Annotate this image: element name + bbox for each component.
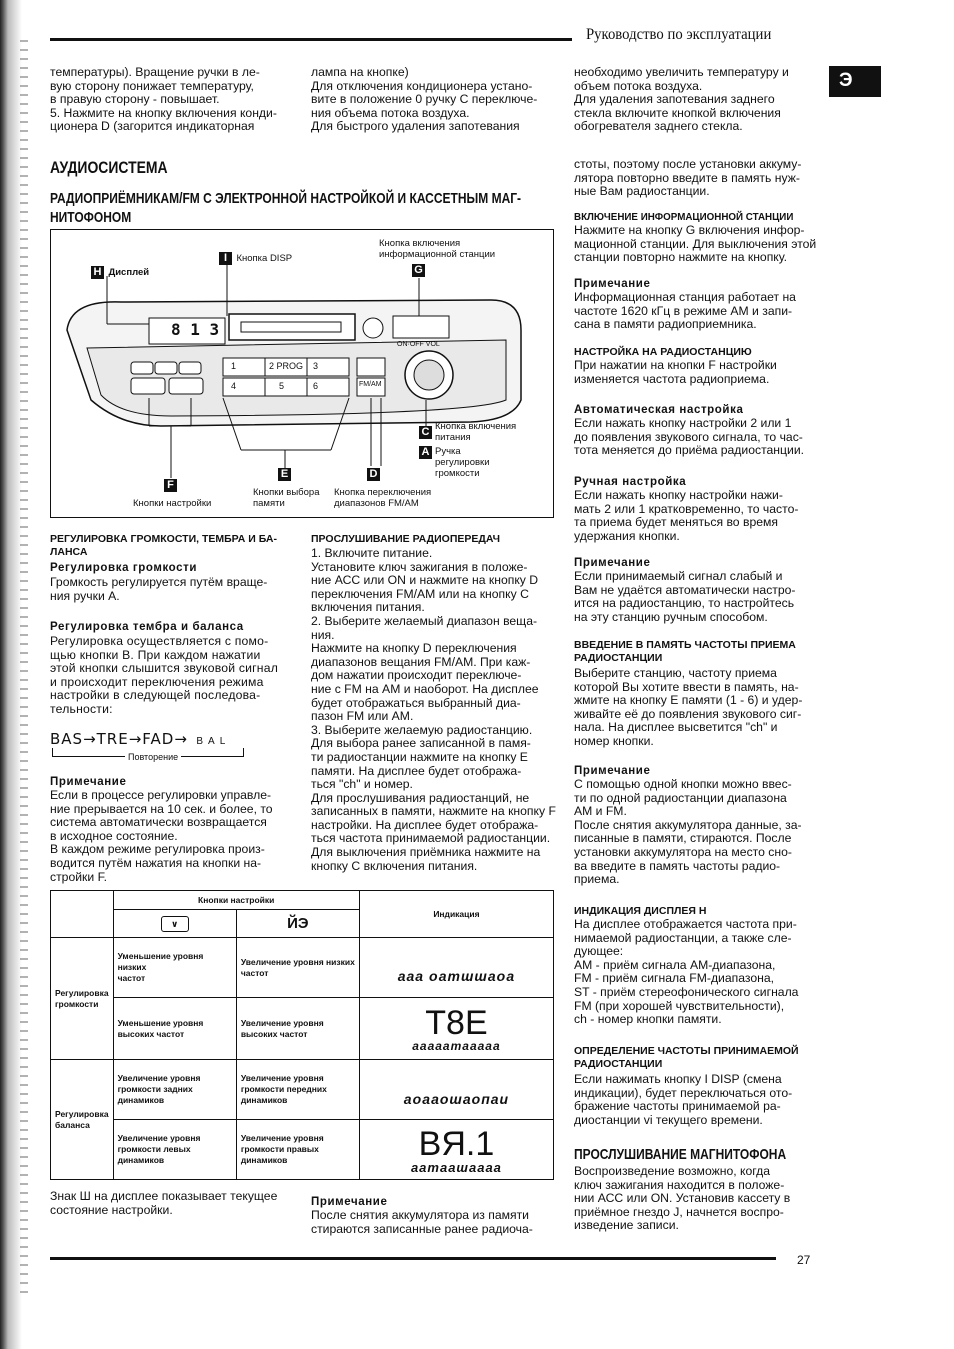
right-h3: Автоматическая настройка <box>574 404 744 416</box>
section-tab-letter: Э <box>839 70 853 91</box>
right-n1: Примечание <box>574 278 651 290</box>
button-2-prog: 2 PROG <box>269 361 304 371</box>
right-h5: ВВЕДЕНИЕ В ПАМЯТЬ ЧАСТОТЫ ПРИЕМА РАДИОСТАНЦИИ <box>574 639 796 664</box>
label-d-text: Кнопка переключения диапазонов FM/AM <box>334 487 432 509</box>
label-g-letter: G <box>412 264 425 277</box>
page-number: 27 <box>797 1253 811 1267</box>
button-3: 3 <box>313 361 319 371</box>
label-e-letter: E <box>278 468 291 481</box>
right-h6: ИНДИКАЦИЯ ДИСПЛЕЯ Н <box>574 905 707 917</box>
cell-0-ind-text: ааа оатшшаоа <box>397 968 516 984</box>
header-rule <box>50 38 572 41</box>
left-subheading-tone: Регулировка тембра и баланса <box>50 621 244 633</box>
left-heading: РЕГУЛИРОВКА ГРОМКОСТИ, ТЕМБРА И БА- ЛАНСА <box>50 533 277 558</box>
cell-1-big: T8E <box>425 1004 488 1042</box>
right-p9: На дисплее отображается частота при- нимаемой радиостанции, а также сле- дующее: AM - приём сигнала AM-диапазона, FM - приём сигнала FM-диапазона, ST - приём стереофонического сигнала FM (при хорошей чувствительности), ch - номер кнопки памяти. <box>574 917 799 1027</box>
tone-sequence-main: BAS→TRE→FAD→ <box>50 730 188 748</box>
cell-3-ind <box>359 1120 553 1180</box>
left-note-title: Примечание <box>50 776 127 788</box>
scan-edge-dots <box>20 40 28 1300</box>
below-table-note: После снятия аккумулятора из памяти стираются записанные ранее радиоча- <box>311 1208 533 1236</box>
right-p1: Нажмите на кнопку G включения инфор- мационной станции. Для выключения этой станции повторно нажмите на кнопку. <box>574 223 817 265</box>
label-a-text: Ручка регулировки громкости <box>435 446 490 479</box>
left-volume-text: Громкость регулируется путём враще- ния ручки А. <box>50 575 268 603</box>
button-6: 6 <box>313 381 319 391</box>
right-p11: Воспроизведение возможно, когда ключ зажигания находится в положе- нии АСС или ON. Установив кассету в приёмное гнездо J, начнется воспро- изведение записи. <box>574 1164 791 1233</box>
label-h <box>91 262 149 280</box>
section-title: АУДИОСИСТЕМА <box>50 158 168 177</box>
right-p7: Выберите станцию, частоту приема которой Вы хотите ввести в память, на- жмите на кнопку Е памяти (1 - 6) и удер- живайте её до появления звукового сиг- нала. На дисплее высветится "ch" и номер кнопки. <box>574 666 803 748</box>
button-1: 1 <box>231 361 237 371</box>
cell-2-b: Увеличение уровня громкости передних динамиков <box>236 1060 359 1120</box>
section-subtitle: РАДИОПРИЁМНИКАМ/FM С ЭЛЕКТРОННОЙ НАСТРОЙКОЙ И КАССЕТНЫМ МАГ- НИТОФОНОМ <box>50 190 522 226</box>
right-h1: ВКЛЮЧЕНИЕ ИНФОРМАЦИОННОЙ СТАНЦИИ <box>574 212 794 223</box>
table-corner <box>51 891 114 938</box>
label-i <box>219 248 292 266</box>
section-tab <box>829 66 881 97</box>
right-p10: Если нажимать кнопку I DISP (смена индикации), будет переключаться ото- бражение частоты принимаемой ра- диостанции vi текущего времени. <box>574 1072 793 1127</box>
cell-2-ind <box>359 1060 553 1120</box>
footer-rule <box>50 1257 776 1260</box>
right-p2: Информационная станция работает на частоте 1620 кГц в режиме AM и запи- сана в памяти радиоприемника. <box>574 290 796 332</box>
row-label-balance: Регулировка баланса <box>51 1060 114 1180</box>
label-c-letter: C <box>419 426 432 439</box>
cell-1-ind <box>359 998 553 1060</box>
label-d-letter: D <box>367 468 380 481</box>
right-p5: Если нажать кнопку настройки нажи- мать 2 или 1 кратковременно, то часто- та приема будет меняться во время удержания кнопки. <box>574 488 799 543</box>
label-e-text: Кнопки выбора памяти <box>253 487 320 509</box>
button-fm-am: FM/AM <box>359 381 382 388</box>
display-readout: 8 1 3 <box>171 320 220 339</box>
cell-0-a: Уменьшение уровня низких частот <box>113 938 236 998</box>
label-f-text: Кнопки настройки <box>133 498 212 509</box>
tone-balance-table <box>50 890 554 1180</box>
header-title: Руководство по эксплуатации <box>586 26 772 43</box>
cell-3-big: BЯ.1 <box>418 1125 495 1163</box>
label-onoff-vol: ON·OFF VOL <box>397 341 440 348</box>
label-f-letter: F <box>164 479 177 492</box>
right-p6: Если принимаемый сигнал слабый и Вам не удаётся автоматически настро- ится на радиостанцию, то настройтесь на эту станцию ручным способом. <box>574 569 796 624</box>
tone-sequence-bal: BAL <box>196 736 231 747</box>
right-h4: Ручная настройка <box>574 476 687 488</box>
right-p3: При нажатии на кнопки F настройки изменяется частота радиоприема. <box>574 358 777 386</box>
below-table-left: Знак Ш на дисплее показывает текущее состояние настройки. <box>50 1189 278 1217</box>
label-a-letter: A <box>419 446 432 459</box>
cell-1-ind-text: ааааатааааа <box>412 1039 501 1053</box>
cell-1-a: Уменьшение уровня высоких частот <box>113 998 236 1060</box>
mid-text: 1. Включите питание. Установите ключ зажигания в положе- ние АСС или ON и нажмите на кнопку D переключения FM/AM или на кнопку С включения питания. 2. Выберите желаемый диапазон веща- ния. Нажмите на кнопку D переключения диапазонов вещания FM/AM. При каж- дом нажатии происходит переключе- ние с FM на AM и наоборот. На дисплее будет отображаться выбранный диа- пазон FM или AM. 3. Выберите желаемую радиостанцию. Для выбора ранее записанной в памя- ти радиостанции нажмите на кнопку Е памяти. На дисплее будет отобража- ться "ch" и номер. Для прослушивания радиостанций, не записанных в памяти, нажмите на кнопку F настройки. На дисплее будет отобража- ться частота принимаемой радиостанции. Для выключения приёмника нажмите на кнопку С включения питания. <box>311 546 556 873</box>
table-header-left-icon <box>113 910 236 938</box>
cell-2-ind-text: аоааошаопаи <box>403 1091 510 1107</box>
tune-down-icon: ∨ <box>161 916 189 932</box>
right-h8: ПРОСЛУШИВАНИЕ МАГНИТОФОНА <box>574 1146 787 1163</box>
tone-sequence <box>50 730 300 770</box>
button-4: 4 <box>231 381 237 391</box>
below-table-note-title: Примечание <box>311 1196 388 1208</box>
table-header-right-icon: ЙЭ <box>236 910 359 938</box>
left-tone-text: Регулировка осуществляется с помо- щью кнопки В. При каждом нажатии этой кнопки слышится звуковой сигнал и происходит переключения режима настройки в следующей последова- тельности: <box>50 634 279 716</box>
left-subheading-volume: Регулировка громкости <box>50 562 198 574</box>
button-5: 5 <box>279 381 285 391</box>
cell-0-ind <box>359 938 553 998</box>
cell-3-b: Увеличение уровня громкости правых динамиков <box>236 1120 359 1180</box>
right-h7: ОПРЕДЕЛЕНИЕ ЧАСТОТЫ ПРИНИМАЕМОЙ РАДИОСТАНЦИИ <box>574 1045 799 1070</box>
right-n3: Примечание <box>574 765 651 777</box>
cell-3-a: Увеличение уровня громкости левых динамиков <box>113 1120 236 1180</box>
repeat-label: Повторение <box>125 752 181 762</box>
label-g-text: Кнопка включения информационной станции <box>379 238 496 260</box>
top-col-1: температуры). Вращение ручки в ле- вую сторону понижает температуру, в правую сторону - повышает. 5. Нажмите на кнопку включения конди- ционера D (загорится индикаторная <box>50 65 277 134</box>
label-i-letter: I <box>219 252 232 265</box>
left-note-text: Если в процессе регулировки управле- ние прерывается на 10 сек. и более, то система автоматически возвращается в исходное состояние. В каждом режиме регулировка произ- водится путём нажатия на кнопки на- стройки F. <box>50 788 273 884</box>
cell-0-b: Увеличение уровня низких частот <box>236 938 359 998</box>
cell-2-a: Увеличение уровня громкости задних динамиков <box>113 1060 236 1120</box>
label-h-letter: H <box>91 266 104 279</box>
top-col-2: лампа на кнопке) Для отключения кондиционера устано- вите в положение 0 ручку С переключе- ния объема потока воздуха. Для быстрого удаления запотевания <box>311 65 538 134</box>
label-i-text: Кнопка DISP <box>236 253 293 264</box>
row-label-volume: Регулировка громкости <box>51 938 114 1060</box>
label-h-text: Дисплей <box>108 267 150 278</box>
mid-heading: ПРОСЛУШИВАНИЕ РАДИОПЕРЕДАЧ <box>311 533 501 545</box>
cell-1-b: Увеличение уровня высоких частот <box>236 998 359 1060</box>
right-n2: Примечание <box>574 557 651 569</box>
right-p0: стоты, поэтому после установки аккуму- лятора повторно введите в память нуж- ные Вам радиостанции. <box>574 157 802 199</box>
right-p8: С помощью одной кнопки можно ввес- ти по одной радиостанции диапазона AM и FM. После снятия аккумулятора данные, за- писанные в памяти, стираются. После установки аккумулятора на место сно- ва введите в память частоты радио- приема. <box>574 777 802 887</box>
radio-diagram <box>50 229 554 518</box>
right-h2: НАСТРОЙКА НА РАДИОСТАНЦИЮ <box>574 346 752 358</box>
cell-3-ind-text: аатаашаааа <box>410 1160 502 1175</box>
table-header-buttons: Кнопки настройки <box>113 891 359 910</box>
table-header-indication: Индикация <box>359 891 553 938</box>
right-p4: Если нажать кнопку настройки 2 или 1 до появления звукового сигнала, то час- тота меняется до приёма радиостанции. <box>574 416 805 458</box>
label-c-text: Кнопка включения питания <box>435 421 517 443</box>
top-col-3: необходимо увеличить температуру и объем потока воздуха. Для удаления запотевания заднего стекла включите кнопкой включения обогревателя заднего стекла. <box>574 65 789 134</box>
